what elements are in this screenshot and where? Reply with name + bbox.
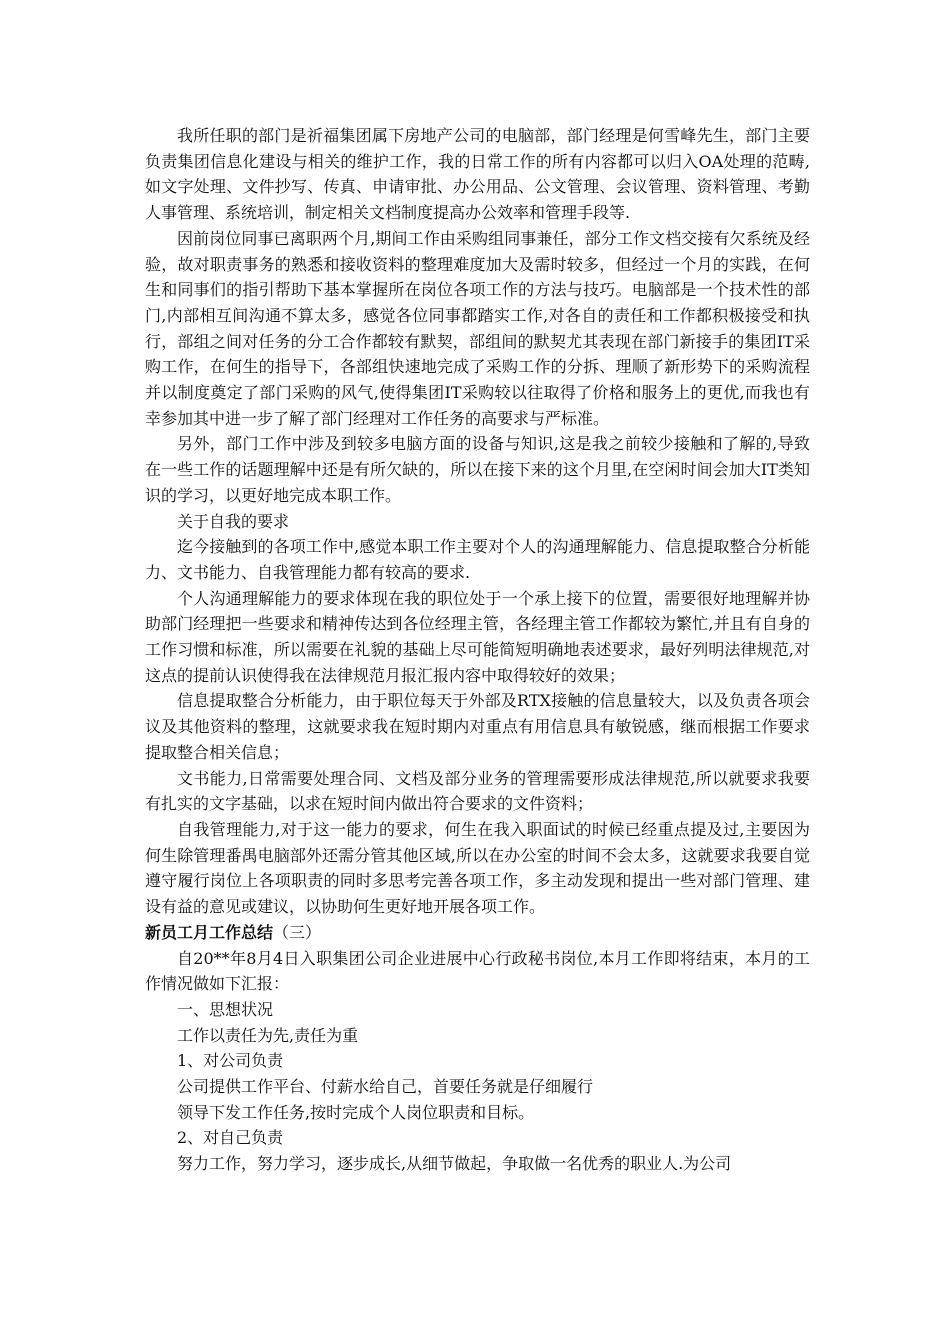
paragraph: 公司提供工作平台、付薪水给自己，首要任务就是仔细履行 [177,1077,594,1097]
document-page [145,123,810,1177]
paragraph: 自20**年8月4日入职集团公司企业进展中心行政秘书岗位,本月工作即将结束，本月的工作情况做如下汇报： [145,948,810,994]
paragraph: 自我管理能力,对于这一能力的要求，何生在我入职面试的时候已经重点提及过,主要因为何生除管理番禺电脑部外还需分管其他区域,所以在办公室的时间不会太多，这就要求我要自觉遵守履行岗位上各项职责的同时多思考完善各项工作，多主动发现和提出一些对部门管理、建设有益的意见或建议，以协助何生更好地开展各项工作。 [145,819,810,917]
subheading-self-requirements: 关于自我的要求 [177,511,290,531]
paragraph: 因前岗位同事已离职两个月,期间工作由采购组同事兼任，部分工作文档交接有欠系统及经验，故对职责事务的熟悉和接收资料的整理难度加大及需时较多，但经过一个月的实践，在何生和同事们的指引帮助下基本掌握所在岗位各项工作的方法与技巧。电脑部是一个技术性的部门,内部相互间沟通不算太多，感觉各位同事都踏实工作,对各自的责任和工作都积极接受和执行，部组之间对任务的分工合作都较有默契，部组间的默契尤其表现在部门新接手的集团IT采购工作，在何生的指导下，各部组快速地完成了采购工作的分拆、理顺了新形势下的采购流程并以制度奠定了部门采购的风气,使得集团IT采购较以往取得了价格和服务上的更优,而我也有幸参加其中进一步了解了部门经理对工作任务的高要求与严标准。 [145,228,810,428]
paragraph: 我所任职的部门是祈福集团属下房地产公司的电脑部，部门经理是何雪峰先生，部门主要负责集团信息化建设与相关的维护工作，我的日常工作的所有内容都可以归入OA处理的范畴,如文字处理、文件抄写、传真、申请审批、办公用品、公文管理、会议管理、资料管理、考勤人事管理、系统培训，制定相关文档制度提高办公效率和管理手段等. [145,126,810,223]
list-heading: 2、对自己负责 [177,1128,284,1148]
paragraph: 另外，部门工作中涉及到较多电脑方面的设备与知识,这是我之前较少接触和了解的,导致在一些工作的话题理解中还是有所欠缺的，所以在接下来的这个月里,在空闲时间会加大IT类知识的学习，以更好地完成本职工作。 [145,434,810,505]
paragraph: 文书能力,日常需要处理合同、文档及部分业务的管理需要形成法律规范,所以就要求我要有扎实的文字基础，以求在短时间内做出符合要求的文件资料； [145,768,810,814]
paragraph: 工作以责任为先,责任为重 [177,1025,359,1045]
paragraph: 努力工作，努力学习，逐步成长,从细节做起，争取做一名优秀的职业人.为公司 [177,1154,732,1174]
paragraph: 迄今接触到的各项工作中,感觉本职工作主要对个人的沟通理解能力、信息提取整合分析能力、文书能力、自我管理能力都有较高的要求. [145,537,810,582]
section-heading [145,920,810,946]
section-heading-sub: （三） [273,922,322,942]
paragraph: 个人沟通理解能力的要求体现在我的职位处于一个承上接下的位置，需要很好地理解并协助部门经理把一些要求和精神传达到各位经理主管，各经理主管工作都较为繁忙,并且有自身的工作习惯和标准，所以需要在礼貌的基础上尽可能简短明确地表述要求，最好列明法律规范,对这点的提前认识使得我在法律规范月报汇报内容中取得较好的效果； [145,588,810,685]
list-heading: 一、思想状况 [177,999,274,1019]
paragraph: 领导下发工作任务,按时完成个人岗位职责和目标。 [177,1102,535,1122]
paragraph: 信息提取整合分析能力，由于职位每天于外部及RTX接触的信息量较大，以及负责各项会议及其他资料的整理，这就要求我在短时期内对重点有用信息具有敏锐感，继而根据工作要求提取整合相关信息； [145,691,810,762]
section-heading-main: 新员工月工作总结 [145,922,274,942]
list-heading: 1、对公司负责 [177,1051,284,1071]
